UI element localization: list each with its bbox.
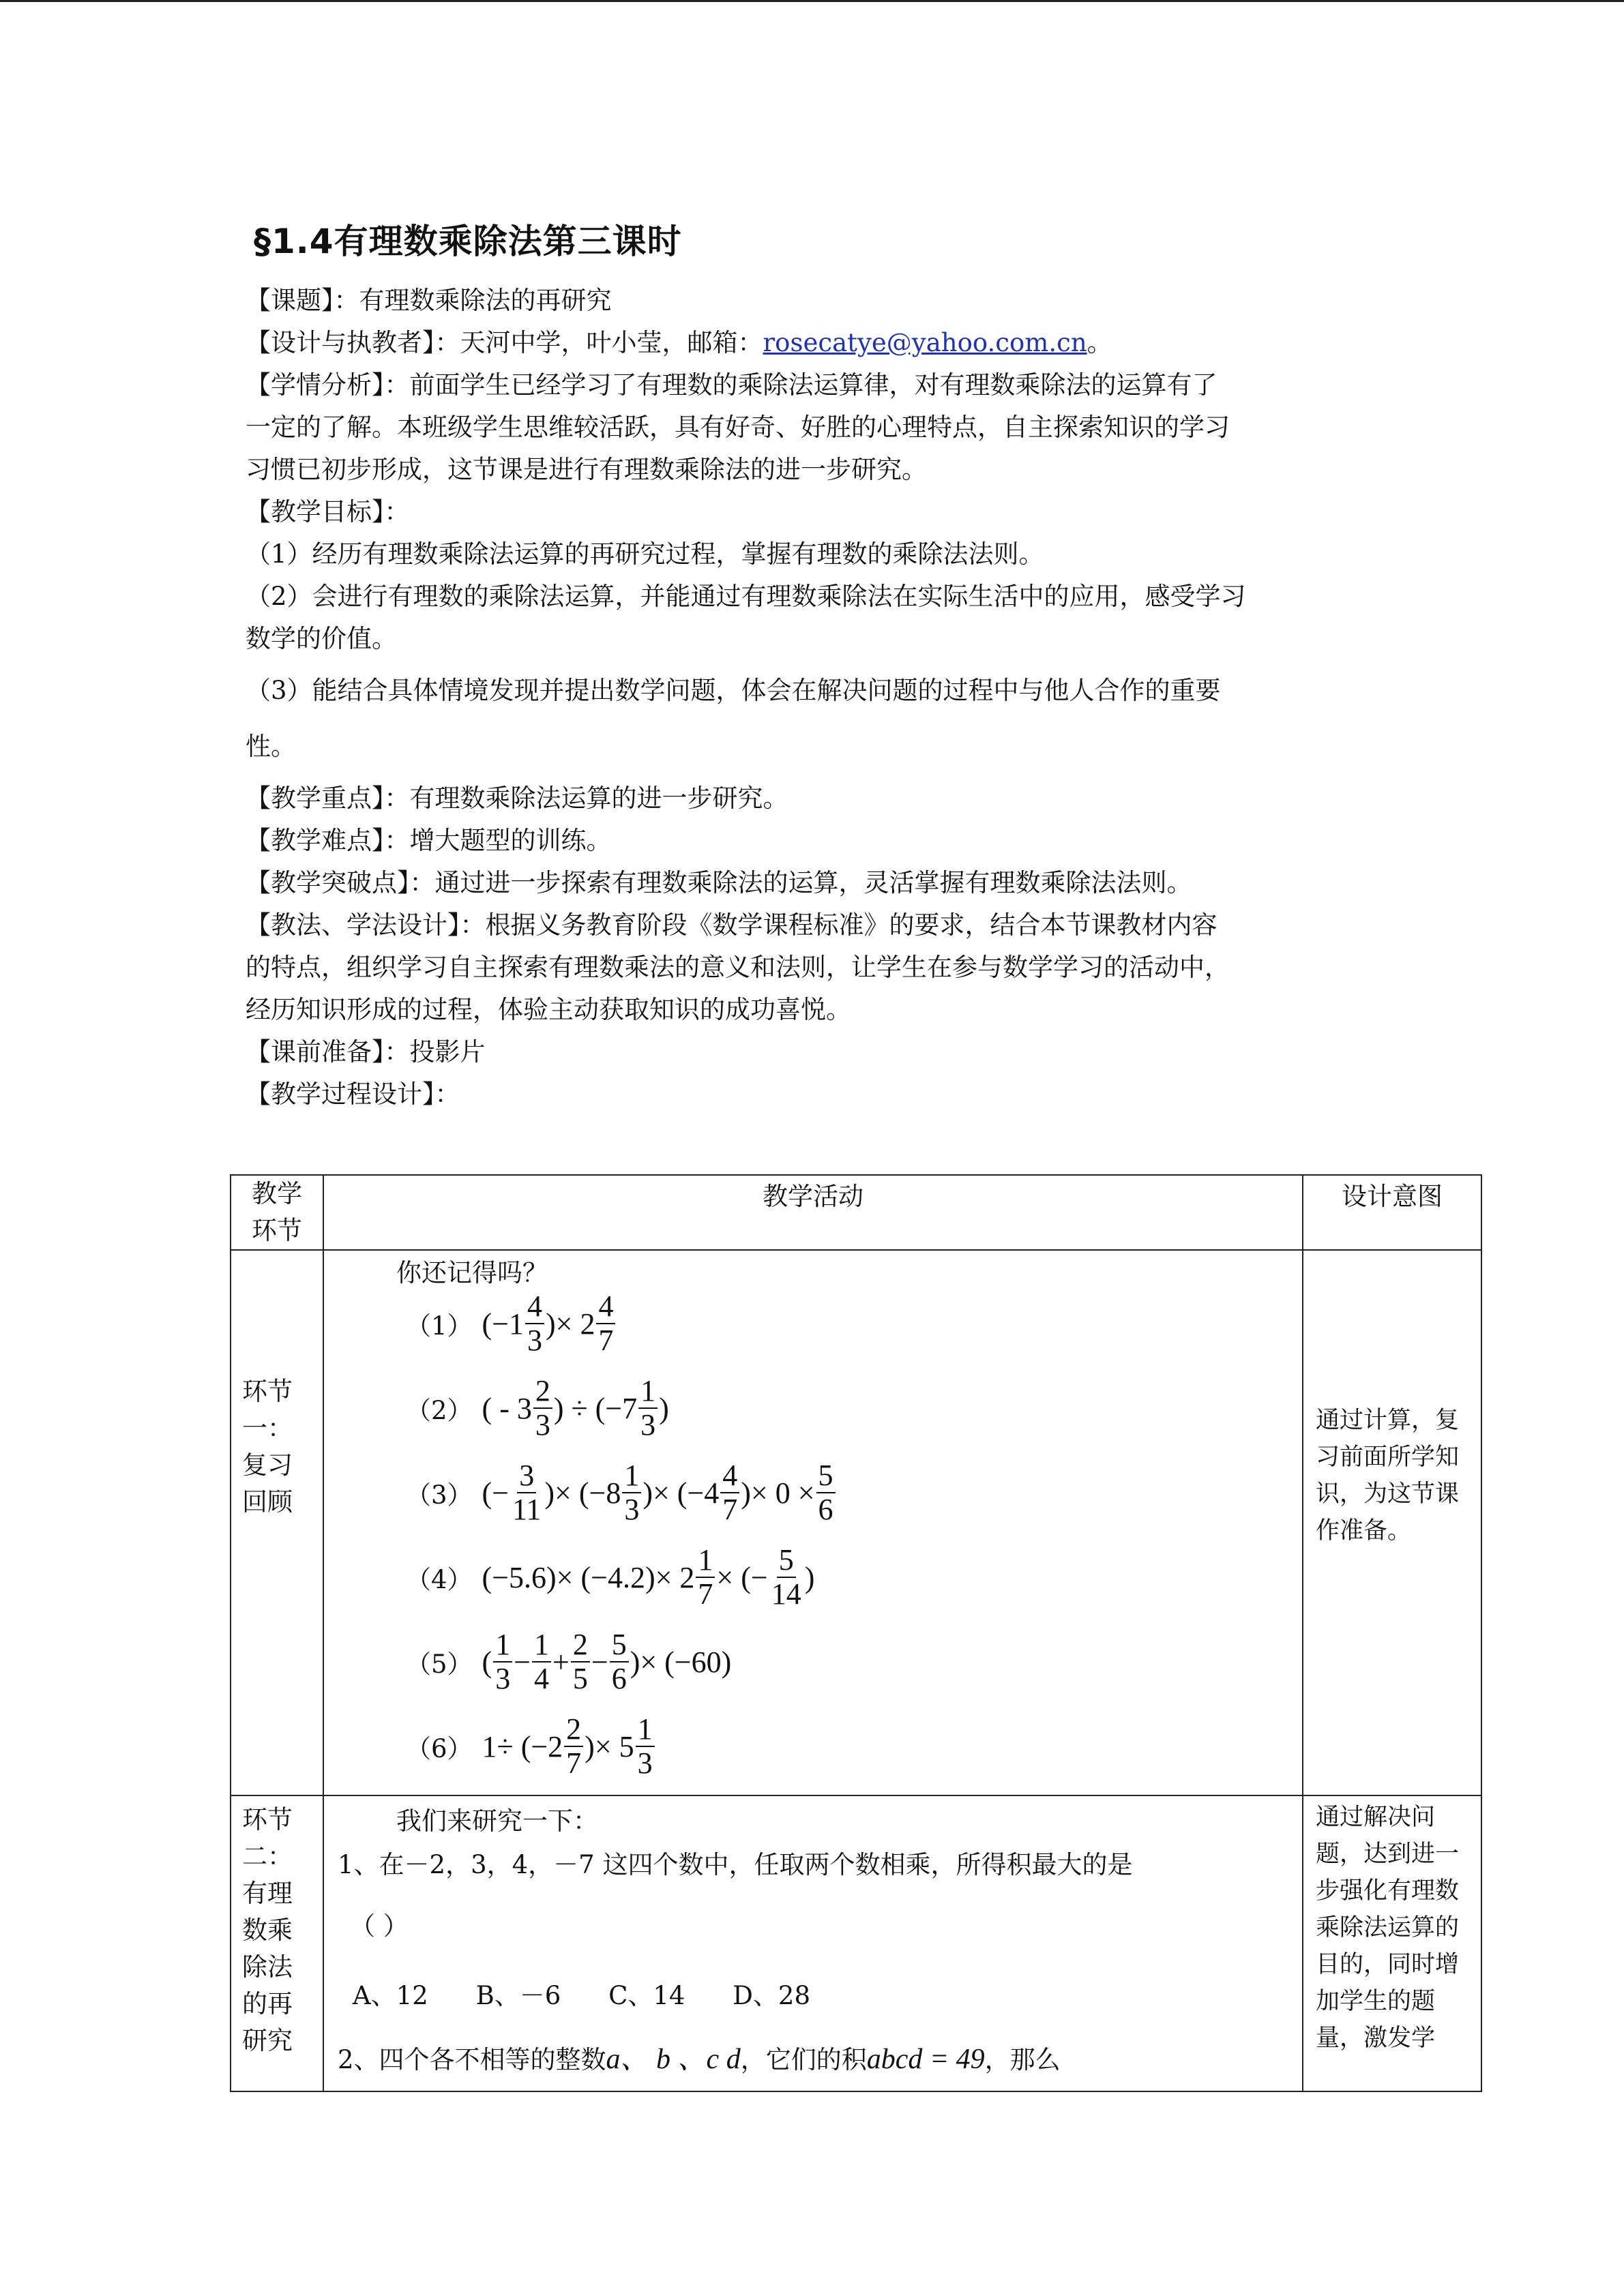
breakthrough-text: 通过进一步探索有理数乘除法的运算，灵活掌握有理数乘除法法则。 — [434, 868, 1192, 897]
stage2-name-line: 数乘 — [242, 1915, 293, 1945]
key-label: 【教学重点】： — [246, 784, 410, 813]
fraction: $\frac{2}{5}$ — [571, 1630, 590, 1694]
math-text: ( — [482, 1645, 492, 1679]
stage1-name — [231, 1250, 323, 1795]
question-2-start: 2、四个各不相等的整数 — [338, 2045, 606, 2074]
option-b: B、－6 — [475, 1981, 561, 2010]
math-text: )× (−60) — [630, 1645, 732, 1679]
difficulty-label: 【教学难点】： — [246, 826, 410, 855]
stage1-intent: 通过计算，复习前面所学知识，为这节课作准备。 — [1316, 1407, 1460, 1545]
math-text: × (− — [716, 1560, 768, 1594]
breakthrough-label: 【教学突破点】： — [246, 868, 435, 897]
stage1-name-line: 环节 — [242, 1377, 293, 1406]
stage1-activity — [323, 1250, 1303, 1795]
question-1-blank: （ ） — [350, 1911, 409, 1941]
page-title: §1.4有理数乘除法第三课时 — [254, 222, 682, 261]
stage1-name-line: 一： — [242, 1414, 293, 1443]
exercise-number: （2） — [406, 1396, 473, 1425]
designer-line — [246, 322, 1391, 364]
question-1: 1、在－2，3，4，－7 这四个数中，任取两个数相乘，所得积最大的是 — [338, 1850, 1133, 1879]
goals-label: 【教学目标】： — [246, 497, 410, 526]
math-text: )× 0 × — [741, 1476, 815, 1510]
stage1-intent-cell — [1303, 1250, 1481, 1795]
question-2 — [338, 2036, 1061, 2077]
goal-1: （1）经历有理数乘除法运算的再研究过程，掌握有理数的乘除法法则。 — [246, 539, 1044, 569]
key-text: 有理数乘除法运算的进一步研究。 — [409, 784, 788, 813]
exercise-number: （1） — [406, 1311, 473, 1341]
exercise-3 — [406, 1461, 837, 1525]
question-2-end: ，那么 — [984, 2045, 1061, 2074]
table-row-review — [231, 1250, 1481, 1795]
exercise-number: （6） — [406, 1734, 473, 1763]
question-2-equation: abcd = 49 — [866, 2044, 985, 2075]
fraction: $\frac{1}{3}$ — [622, 1461, 641, 1525]
question-2-vars: a、 b 、c d — [606, 2044, 741, 2075]
exercise-number: （4） — [406, 1565, 473, 1594]
analysis-line-3: 习惯已初步形成，这节课是进行有理数乘除法的进一步研究。 — [246, 455, 927, 484]
prep-label: 【课前准备】： — [246, 1037, 410, 1067]
table-row-research — [231, 1795, 1481, 2091]
designer-text: 天河中学，叶小莹，邮箱： — [460, 328, 763, 357]
header-stage — [231, 1175, 323, 1250]
exercise-number: （5） — [406, 1650, 473, 1679]
stage1-name-line: 回顾 — [242, 1487, 293, 1517]
method-line-1 — [246, 904, 1391, 946]
topic-label: 【课题】： — [246, 286, 359, 315]
math-text: ) ÷ (−7 — [553, 1391, 638, 1425]
fraction: $\frac{5}{6}$ — [610, 1630, 629, 1694]
math-text: 1÷ (−2 — [482, 1729, 563, 1763]
analysis-line-2: 一定的了解。本班级学生思维较活跃，具有好奇、好胜的心理特点，自主探索知识的学习 — [246, 413, 1230, 442]
math-text: (−1 — [482, 1307, 525, 1341]
review-prompt: 你还记得吗？ — [396, 1258, 548, 1287]
goal-2b: 数学的价值。 — [246, 624, 397, 653]
designer-end: 。 — [1087, 328, 1112, 357]
math-text: + — [552, 1645, 570, 1679]
stage2-name-line: 二： — [242, 1842, 293, 1871]
fraction: $\frac{1}{3}$ — [638, 1376, 658, 1440]
stage2-name-line: 除法 — [242, 1952, 293, 1982]
fraction: $\frac{5}{6}$ — [816, 1461, 836, 1525]
exercise-number: （3） — [406, 1480, 473, 1510]
math-text: − — [514, 1645, 531, 1679]
math-text: − — [591, 1645, 608, 1679]
math-text: (−5.6)× (−4.2)× 2 — [482, 1560, 695, 1594]
difficulty-text: 增大题型的训练。 — [409, 826, 612, 855]
fraction: $\frac{5}{14}$ — [771, 1543, 801, 1611]
option-c: C、14 — [608, 1981, 685, 2010]
lesson-intro — [246, 280, 1391, 1116]
fraction: $\frac{2}{7}$ — [564, 1714, 583, 1778]
table-header-row — [231, 1175, 1481, 1250]
teaching-process-table — [230, 1174, 1482, 2092]
fraction: $\frac{3}{11}$ — [512, 1459, 542, 1526]
header-activity: 教学活动 — [323, 1175, 1303, 1250]
math-text: )× 2 — [546, 1307, 595, 1341]
stage2-name-line: 的再 — [242, 1989, 293, 2018]
option-d: D、28 — [733, 1981, 810, 2010]
topic-text: 有理数乘除法的再研究 — [359, 286, 612, 315]
method-label: 【教法、学法设计】： — [246, 910, 486, 940]
fraction: $\frac{4}{7}$ — [720, 1461, 739, 1525]
analysis-text-1: 前面学生已经学习了有理数的乘除法运算律，对有理数乘除法的运算有了 — [409, 370, 1217, 400]
exercise-1 — [406, 1289, 617, 1357]
email-link[interactable]: rosecatye@yahoo.com.cn — [763, 328, 1087, 357]
fraction: $\frac{1}{4}$ — [532, 1630, 551, 1694]
method-text-1: 根据义务教育阶段《数学课程标准》的要求，结合本节课教材内容 — [485, 910, 1217, 940]
stage2-name — [231, 1795, 323, 2091]
goal-2a: （2）会进行有理数的乘除法运算，并能通过有理数乘除法在实际生活中的应用，感受学习 — [246, 582, 1246, 611]
designer-label: 【设计与执教者】： — [246, 328, 460, 357]
research-prompt: 我们来研究一下： — [396, 1806, 598, 1836]
stage1-name-line: 复习 — [242, 1450, 293, 1480]
topic-line — [246, 280, 1391, 322]
fraction: $\frac{1}{3}$ — [636, 1714, 655, 1778]
exercise-6 — [406, 1714, 656, 1778]
exercise-5 — [406, 1630, 731, 1694]
header-stage-line-1: 教学 — [252, 1179, 302, 1208]
stage2-intent: 通过解决问题，达到进一步强化有理数乘除法运算的目的，同时增加学生的题量，激发学 — [1316, 1804, 1460, 2052]
math-text: ) — [659, 1391, 669, 1425]
fraction: $\frac{4}{7}$ — [596, 1292, 615, 1356]
analysis-line-1 — [246, 364, 1391, 406]
stage2-name-line: 研究 — [242, 2026, 293, 2055]
prep-line — [246, 1031, 1391, 1073]
math-text: )× (−4 — [643, 1476, 720, 1510]
header-intent: 设计意图 — [1303, 1175, 1481, 1250]
fraction: $\frac{2}{3}$ — [533, 1376, 552, 1440]
stage2-name-line: 有理 — [242, 1879, 293, 1908]
stage2-intent-cell — [1303, 1795, 1481, 2091]
page-top-border — [0, 0, 1624, 2]
exercise-4 — [406, 1545, 814, 1609]
math-text: )× 5 — [585, 1729, 634, 1763]
stage2-activity — [323, 1795, 1303, 2091]
method-line-2: 的特点，组织学习自主探索有理数乘法的意义和法则，让学生在参与数学学习的活动中， — [246, 953, 1230, 982]
method-line-3: 经历知识形成的过程，体验主动获取知识的成功喜悦。 — [246, 995, 851, 1024]
key-line — [246, 777, 1391, 820]
stage2-name-line: 环节 — [242, 1805, 293, 1834]
fraction: $\frac{1}{7}$ — [696, 1545, 715, 1609]
math-text: ) — [804, 1560, 815, 1594]
exercise-2 — [406, 1376, 669, 1440]
option-a: A、12 — [353, 1981, 428, 2010]
question-1-options — [353, 1975, 810, 2012]
difficulty-line — [246, 820, 1391, 862]
question-2-mid: ，它们的积 — [740, 2045, 867, 2074]
goal-3a: （3）能结合具体情境发现并提出数学问题，体会在解决问题的过程中与他人合作的重要 — [246, 676, 1221, 705]
math-text: ( - 3 — [482, 1391, 532, 1425]
math-text: (− — [482, 1476, 510, 1510]
process-label: 【教学过程设计】： — [246, 1079, 460, 1109]
header-stage-line-2: 环节 — [252, 1216, 302, 1245]
fraction: $\frac{1}{3}$ — [493, 1630, 512, 1694]
goal-3b: 性。 — [246, 732, 296, 761]
breakthrough-line — [246, 862, 1391, 904]
analysis-label: 【学情分析】： — [246, 370, 410, 400]
fraction: $\frac{4}{3}$ — [525, 1292, 544, 1356]
prep-text: 投影片 — [409, 1037, 486, 1067]
math-text: )× (−8 — [544, 1476, 621, 1510]
